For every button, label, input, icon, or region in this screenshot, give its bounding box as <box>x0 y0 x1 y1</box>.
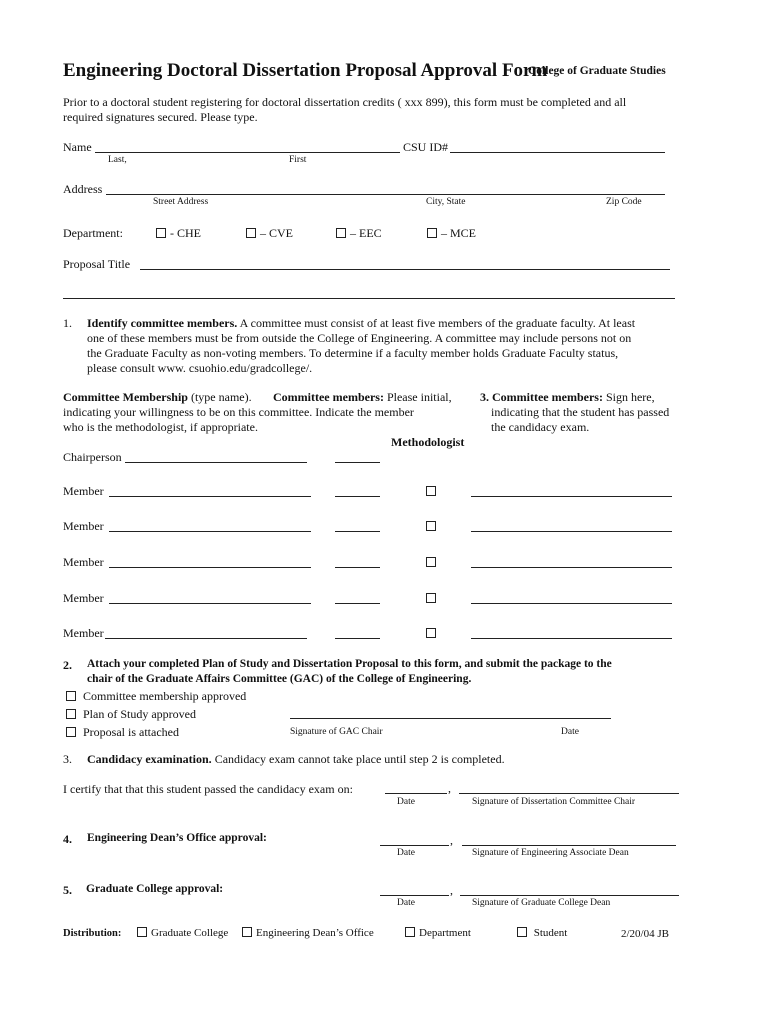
gac-signature-field[interactable] <box>290 718 611 719</box>
checkbox-icon <box>66 709 76 719</box>
methodologist-checkbox-1[interactable] <box>426 486 436 496</box>
member-initial-field-4[interactable] <box>335 603 380 604</box>
member-label-5: Member <box>63 626 104 640</box>
member-label-1: Member <box>63 484 104 498</box>
checkbox-icon <box>156 228 166 238</box>
section-1-number: 1. <box>63 316 72 330</box>
dean-signature-field[interactable] <box>462 845 676 846</box>
checkbox-icon <box>66 691 76 701</box>
checkbox-icon <box>242 927 252 937</box>
member-label-2: Member <box>63 519 104 533</box>
candidacy-signature-field[interactable] <box>459 793 679 794</box>
member-name-field-4[interactable] <box>109 603 311 604</box>
dept-option-eec[interactable]: – EEC <box>336 226 382 241</box>
gac-check-plan-of-study[interactable]: Plan of Study approved <box>66 707 196 722</box>
city-state-caption: City, State <box>426 197 466 207</box>
member-name-field-2[interactable] <box>109 531 311 532</box>
member-initial-field-2[interactable] <box>335 531 380 532</box>
dean-signature-caption: Signature of Engineering Associate Dean <box>472 848 629 858</box>
proposal-title-field[interactable] <box>140 269 670 270</box>
section-1-line-4: please consult www. csuohio.edu/gradcollege/. <box>87 361 313 375</box>
committee-sign-text-3: the candidacy exam. <box>491 420 590 434</box>
member-signature-field-3[interactable] <box>471 567 672 568</box>
section-2-line-1: Attach your completed Plan of Study and Dissertation Proposal to this form, and submit the package to the <box>87 658 612 670</box>
member-name-field-1[interactable] <box>109 496 311 497</box>
grad-college-date-field[interactable] <box>380 895 449 896</box>
candidacy-date-field[interactable] <box>385 793 447 794</box>
methodologist-heading: Methodologist <box>391 435 465 449</box>
committee-membership-heading: Committee Membership (type name). <box>63 390 252 404</box>
checkbox-icon <box>427 228 437 238</box>
member-label-3: Member <box>63 555 104 569</box>
gac-check-committee[interactable]: Committee membership approved <box>66 689 246 704</box>
committee-initial-heading: Committee members: Please initial, <box>273 390 452 404</box>
methodologist-checkbox-4[interactable] <box>426 593 436 603</box>
member-initial-field-5[interactable] <box>335 638 380 639</box>
dist-department[interactable]: Department <box>405 927 471 939</box>
proposal-title-label: Proposal Title <box>63 257 131 271</box>
checkbox-icon <box>405 927 415 937</box>
dist-graduate-college[interactable]: Graduate College <box>137 927 228 939</box>
section-5-number: 5. <box>63 883 72 897</box>
chairperson-initial-field[interactable] <box>335 462 380 463</box>
dept-option-che[interactable]: - CHE <box>156 226 201 241</box>
dept-option-mce[interactable]: – MCE <box>427 226 476 241</box>
form-version-code: 2/20/04 JB <box>621 928 669 940</box>
member-name-field-3[interactable] <box>109 567 311 568</box>
checkbox-icon <box>246 228 256 238</box>
section-1-line-2: one of these members must be from outside the College of Engineering. A committee may include persons not on <box>87 331 632 345</box>
gac-signature-caption: Signature of GAC Chair <box>290 727 383 737</box>
address-field[interactable] <box>106 194 665 195</box>
last-name-caption: Last, <box>108 155 127 165</box>
csu-id-label: CSU ID# <box>403 140 449 154</box>
college-name: College of Graduate Studies <box>528 65 666 77</box>
grad-college-signature-field[interactable] <box>460 895 679 896</box>
section-2-line-2: chair of the Graduate Affairs Committee (GAC) of the College of Engineering. <box>87 673 472 685</box>
department-label: Department: <box>63 226 123 240</box>
grad-college-date-caption: Date <box>397 898 415 908</box>
methodologist-checkbox-5[interactable] <box>426 628 436 638</box>
methodologist-checkbox-2[interactable] <box>426 521 436 531</box>
section-1-line-3: the Graduate Faculty as non-voting members. To determine if a faculty member holds Graduate Faculty status, <box>87 346 619 360</box>
csu-id-field[interactable] <box>450 152 665 153</box>
methodologist-checkbox-3[interactable] <box>426 557 436 567</box>
section-1-line-1: Identify committee members. A committee must consist of at least five members of the graduate faculty. At least <box>87 316 636 330</box>
committee-initial-text-2: indicating your willingness to be on this committee. Indicate the member <box>63 405 414 419</box>
dean-date-caption: Date <box>397 848 415 858</box>
address-label: Address <box>63 182 103 196</box>
member-initial-field-1[interactable] <box>335 496 380 497</box>
committee-initial-text-3: who is the methodologist, if appropriate. <box>63 420 258 434</box>
grad-college-signature-caption: Signature of Graduate College Dean <box>472 898 611 908</box>
intro-line-2: required signatures secured. Please type. <box>63 110 258 124</box>
committee-sign-text-2: indicating that the student has passed <box>491 405 670 419</box>
committee-sign-heading: 3. Committee members: Sign here, <box>480 390 655 404</box>
proposal-title-field-2[interactable] <box>63 298 675 299</box>
member-signature-field-5[interactable] <box>471 638 672 639</box>
street-caption: Street Address <box>153 197 209 207</box>
checkbox-icon <box>336 228 346 238</box>
comma: , <box>450 833 453 847</box>
section-4-heading: Engineering Dean’s Office approval: <box>87 832 267 844</box>
gac-check-proposal[interactable]: Proposal is attached <box>66 725 179 740</box>
member-signature-field-4[interactable] <box>471 603 672 604</box>
comma: , <box>448 781 451 795</box>
zip-caption: Zip Code <box>606 197 642 207</box>
intro-line-1: Prior to a doctoral student registering for doctoral dissertation credits ( xxx 899), this form must be completed and all <box>63 95 627 109</box>
candidacy-date-caption: Date <box>397 797 415 807</box>
section-2-number: 2. <box>63 658 72 672</box>
dist-student[interactable]: Student <box>517 927 567 939</box>
member-label-4: Member <box>63 591 104 605</box>
member-signature-field-1[interactable] <box>471 496 672 497</box>
candidacy-signature-caption: Signature of Dissertation Committee Chair <box>472 797 636 807</box>
section-5-heading: Graduate College approval: <box>86 883 224 895</box>
section-3-number: 3. <box>63 752 72 766</box>
chairperson-name-field[interactable] <box>125 462 307 463</box>
member-name-field-5[interactable] <box>105 638 307 639</box>
first-name-caption: First <box>289 155 307 165</box>
gac-date-caption: Date <box>561 727 579 737</box>
dean-date-field[interactable] <box>380 845 449 846</box>
checkbox-icon <box>66 727 76 737</box>
checkbox-icon <box>137 927 147 937</box>
comma: , <box>450 883 453 897</box>
member-signature-field-2[interactable] <box>471 531 672 532</box>
dept-option-cve[interactable]: – CVE <box>246 226 293 241</box>
name-field[interactable] <box>95 152 400 153</box>
member-initial-field-3[interactable] <box>335 567 380 568</box>
chairperson-label: Chairperson <box>63 450 122 464</box>
section-4-number: 4. <box>63 832 72 846</box>
name-label: Name <box>63 140 92 154</box>
checkbox-icon <box>517 927 527 937</box>
section-3-heading: Candidacy examination. Candidacy exam cannot take place until step 2 is completed. <box>87 752 505 766</box>
dist-engineering-dean[interactable]: Engineering Dean’s Office <box>242 927 374 939</box>
distribution-label: Distribution: <box>63 928 122 939</box>
candidacy-certify-text: I certify that that this student passed the candidacy exam on: <box>63 782 353 796</box>
form-title: Engineering Doctoral Dissertation Proposal Approval Form <box>63 60 548 81</box>
